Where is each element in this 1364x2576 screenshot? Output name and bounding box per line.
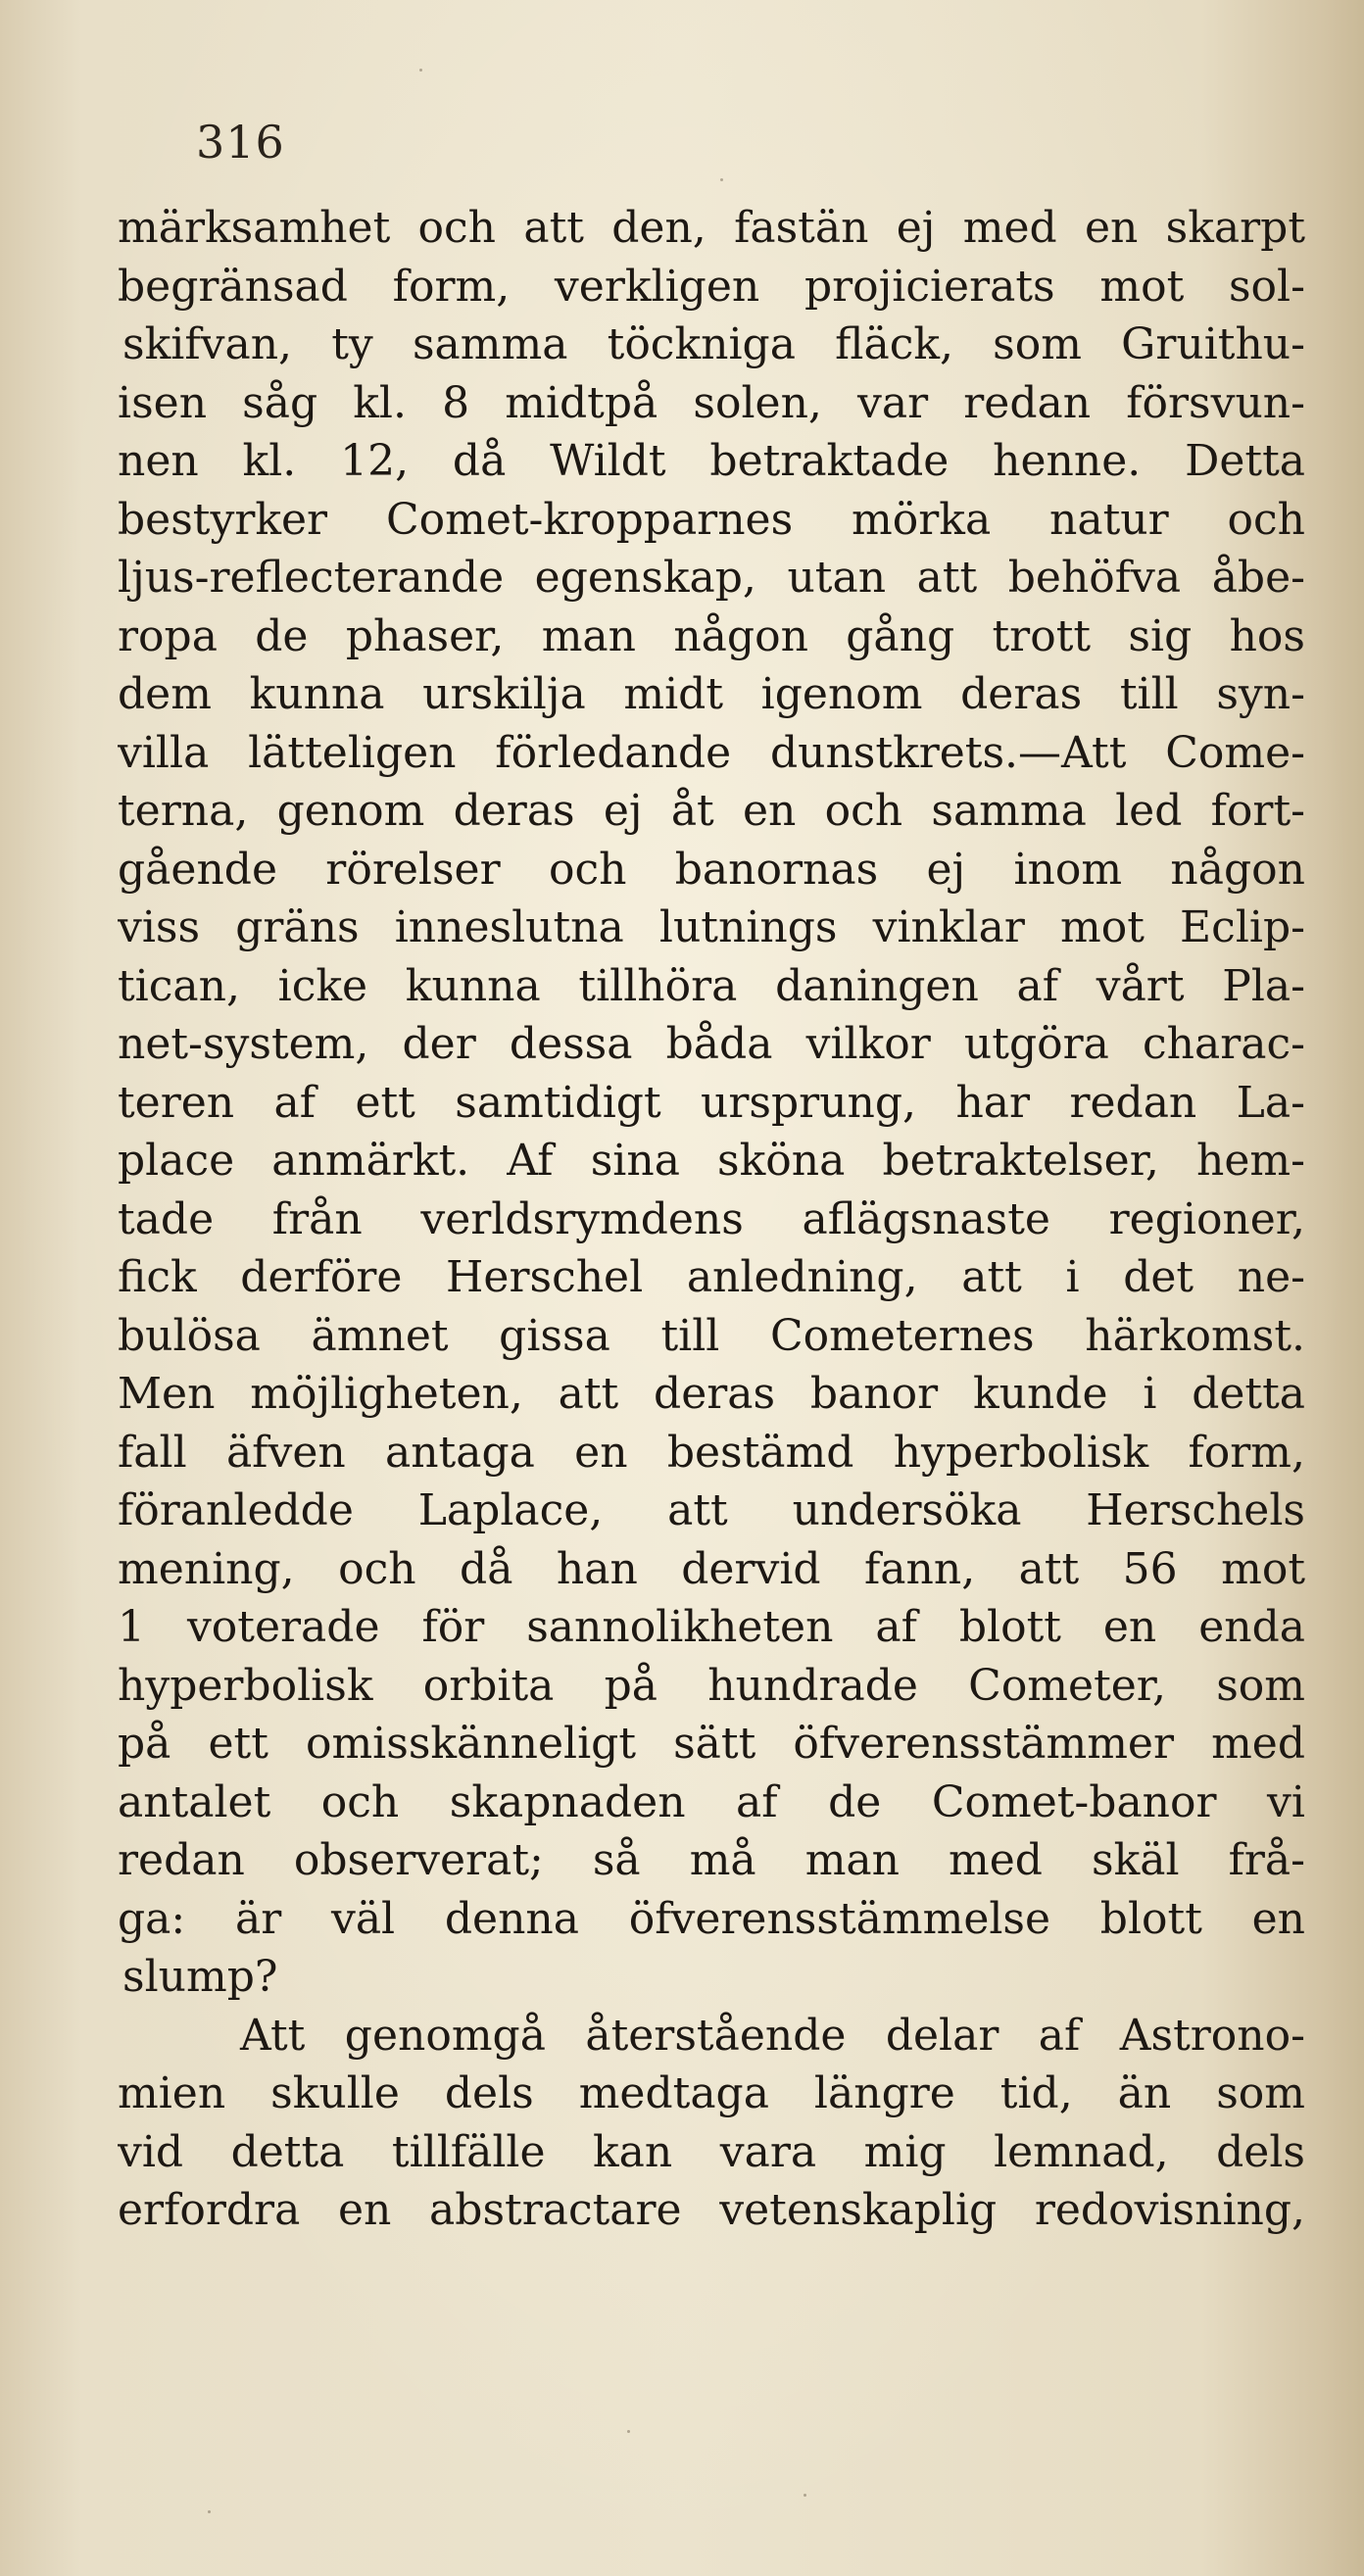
text-line: vid detta tillfälle kan vara mig lemnad, dels [118,2126,1305,2177]
text-line: föranledde Laplace, att undersöka Herschels [118,1485,1305,1535]
paragraph-start-line: Att genomgå återstående delar af Astrono- [240,2010,1305,2061]
text-line: begränsad form, verkligen projicierats mot sol- [118,261,1305,312]
text-line: villa lätteligen förledande dunstkrets.—Att Come- [118,727,1305,778]
text-line: ljus-reflecterande egenskap, utan att behöfva åbe- [118,553,1305,603]
text-line: teren af ett samtidigt ursprung, har redan La- [118,1077,1305,1128]
text-line: erfordra en abstractare vetenskaplig redovisning, [118,2185,1305,2235]
paper-speck [627,2430,630,2433]
text-line: ga: är väl denna öfverensstämmelse blott en [118,1893,1305,1944]
text-line: ropa de phaser, man någon gång trott sig hos [118,610,1305,661]
text-line: bulösa ämnet gissa till Cometernes härkomst. [118,1310,1305,1361]
text-line: gående rörelser och banornas ej inom någon [118,844,1305,895]
text-line: hyperbolisk orbita på hundrade Cometer, som [118,1660,1305,1711]
text-line: bestyrker Comet-kropparnes mörka natur och [118,494,1305,545]
text-line: slump? [122,1952,278,2002]
text-line: redan observerat; så må man med skäl frå- [118,1835,1305,1885]
text-line: på ett omisskänneligt sätt öfverensstämmer med [118,1719,1305,1769]
text-line: viss gräns inneslutna lutnings vinklar mot Eclip- [118,902,1305,952]
text-line: mien skulle dels medtaga längre tid, än som [118,2068,1305,2118]
text-line: mening, och då han dervid fann, att 56 mot [118,1543,1305,1594]
text-line: skifvan, ty samma töckniga fläck, som Gruithu- [122,319,1305,369]
text-line: fall äfven antaga en bestämd hyperbolisk form, [118,1427,1305,1478]
text-line: terna, genom deras ej åt en och samma led fort- [118,786,1305,836]
text-line: Men möjligheten, att deras banor kunde i detta [118,1369,1305,1419]
paper-speck [208,2510,211,2513]
paper-speck [720,178,723,181]
paper-speck [419,69,422,72]
text-line: märksamhet och att den, fastän ej med en skarpt [118,203,1305,253]
text-line: 1 voterade för sannolikheten af blott en enda [118,1602,1305,1652]
text-line: tican, icke kunna tillhöra daningen af vårt Pla- [118,960,1305,1011]
text-line: tade från verldsrymdens aflägsnaste regioner, [118,1193,1305,1244]
text-line: net-system, der dessa båda vilkor utgöra charac- [118,1019,1305,1069]
text-line: dem kunna urskilja midt igenom deras till syn- [118,669,1305,719]
text-line: nen kl. 12, då Wildt betraktade henne. Detta [118,436,1305,486]
paper-speck [804,2494,806,2497]
text-line: antalet och skapnaden af de Comet-banor vi [118,1776,1305,1827]
text-line: fick derföre Herschel anledning, att i det ne- [118,1252,1305,1302]
text-line: place anmärkt. Af sina sköna betraktelser, hem- [118,1136,1305,1186]
text-line: isen såg kl. 8 midtpå solen, var redan försvun- [118,377,1305,428]
page-number: 316 [196,116,285,169]
body-text [118,199,1305,2240]
